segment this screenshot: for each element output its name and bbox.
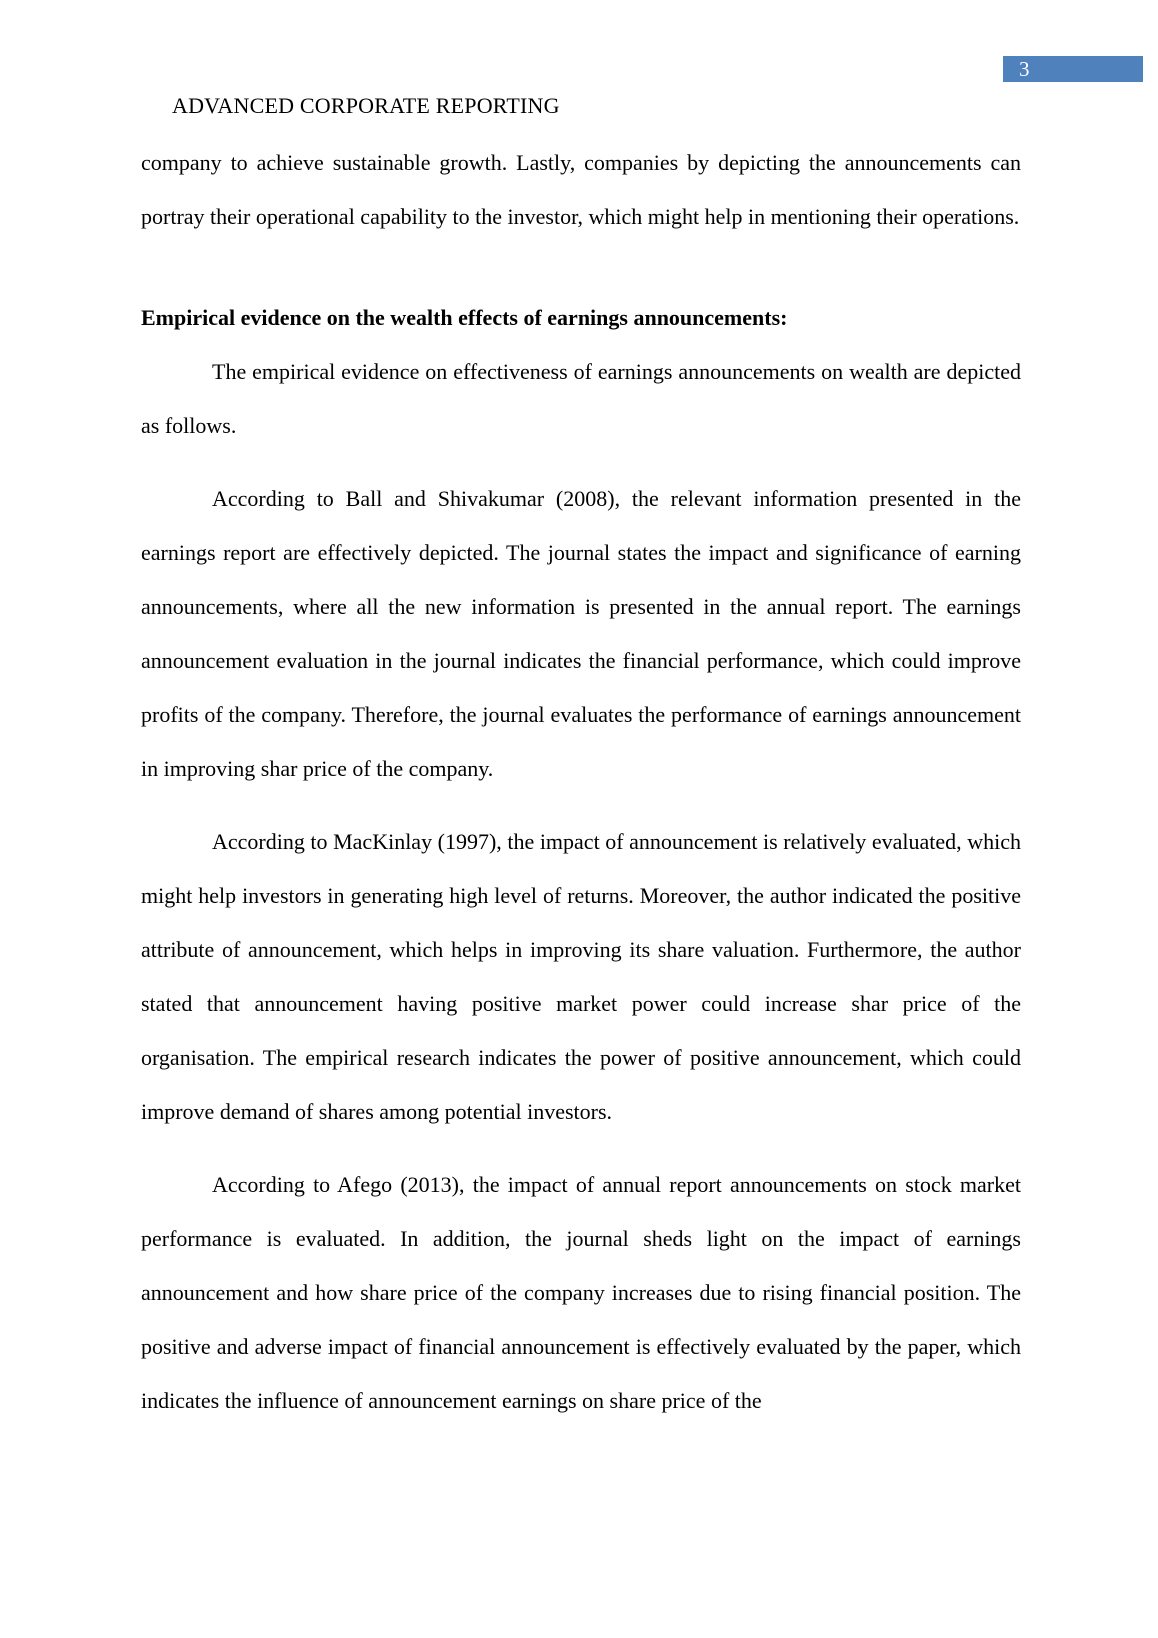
paragraph-4: According to Afego (2013), the impact of annual report announcements on stock market performance is evaluated. In addition, the journal sheds light on the impact of earnings announcement and how share price of the company increases due to rising financial position. The positive and adverse impact of financial announcement is effectively evaluated by the paper, which indicates the influence of announcement earnings on share price of the [141,1172,1021,1413]
section-heading: Empirical evidence on the wealth effects of earnings announcements: [141,305,788,330]
document-body [141,136,1021,1428]
paragraph-2: According to Ball and Shivakumar (2008), the relevant information presented in the earnings report are effectively depicted. The journal states the impact and significance of earning announcements, where all the new information is presented in the annual report. The earnings announcement evaluation in the journal indicates the financial performance, which could improve profits of the company. Therefore, the journal evaluates the performance of earnings announcement in improving shar price of the company. [141,486,1021,781]
paragraph-intro: company to achieve sustainable growth. Lastly, companies by depicting the announcements can portray their operational capability to the investor, which might help in mentioning their operations. [141,150,1021,229]
page-number: 3 [1003,56,1143,82]
paragraph-1: The empirical evidence on effectiveness of earnings announcements on wealth are depicted as follows. [141,359,1021,438]
running-header: ADVANCED CORPORATE REPORTING [172,93,560,118]
paragraph-3: According to MacKinlay (1997), the impact of announcement is relatively evaluated, which might help investors in generating high level of returns. Moreover, the author indicated the positive attribute of announcement, which helps in improving its share valuation. Furthermore, the author stated that announcement having positive market power could increase shar price of the organisation. The empirical research indicates the power of positive announcement, which could improve demand of shares among potential investors. [141,829,1021,1124]
